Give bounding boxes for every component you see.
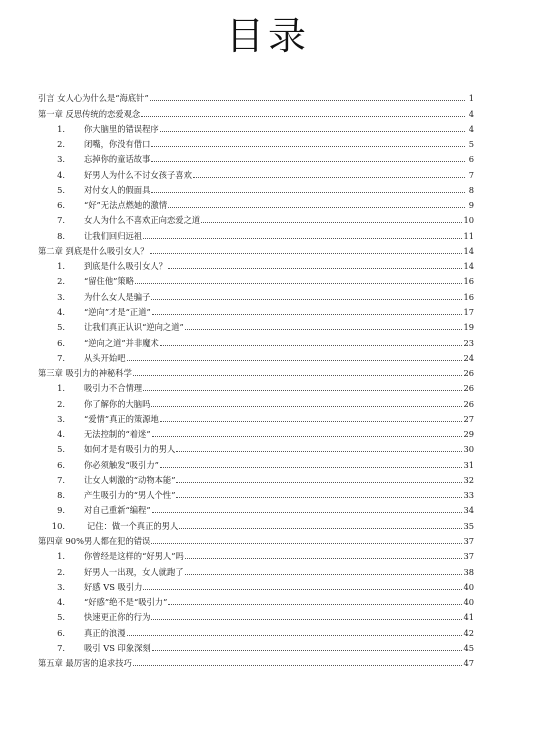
toc-section-entry[interactable] — [38, 287, 474, 302]
toc-dot-leader — [185, 329, 463, 330]
toc-entry-title: 从头开始吧 — [84, 352, 126, 363]
toc-dot-leader — [133, 665, 463, 666]
toc-dot-leader — [152, 314, 463, 315]
toc-entry-title: 让我们回归远祖 — [84, 230, 143, 241]
toc-page-number: 34 — [463, 505, 474, 516]
toc-entry-title: “好感”绝不是“吸引力” — [84, 597, 168, 608]
toc-entry-title: 引言 女人心为什么是“海底针” — [38, 93, 149, 104]
toc-section-entry[interactable] — [38, 303, 474, 318]
toc-entry-title: 好感 VS 吸引力 — [84, 581, 143, 592]
page-title: 目录 — [225, 14, 310, 58]
toc-entry-title: 让女人刺激的“动物本能” — [84, 474, 176, 485]
toc-entry-number: 4. — [57, 429, 65, 440]
toc-dot-leader — [176, 497, 462, 498]
toc-entry-number: 1. — [57, 123, 65, 134]
toc-dot-leader — [151, 406, 462, 407]
toc-entry-title: 吸引力不合情理 — [84, 383, 143, 394]
toc-page-number: 32 — [463, 474, 474, 485]
toc-entry-title: 你了解你的大脑吗 — [84, 398, 151, 409]
toc-entry-number: 8. — [57, 230, 65, 241]
toc-section-entry[interactable] — [38, 425, 474, 440]
toc-page-number: 26 — [463, 398, 474, 409]
toc-entry-title: 如何才是有吸引力的男人 — [84, 444, 176, 455]
toc-section-entry[interactable] — [38, 272, 474, 287]
toc-entry-number: 7. — [57, 642, 65, 653]
toc-section-entry[interactable] — [38, 410, 474, 425]
toc-page-number: 29 — [463, 429, 474, 440]
toc-entry-title: 闭嘴，你没有借口 — [84, 139, 151, 150]
toc-entry-number: 7. — [57, 215, 65, 226]
toc-section-entry[interactable] — [38, 394, 474, 409]
toc-chapter-entry[interactable] — [38, 654, 474, 669]
toc-page-number: 40 — [463, 597, 474, 608]
toc-page-number: 24 — [463, 352, 474, 363]
toc-entry-title: 第四章 90%男人都在犯的错误 — [38, 535, 151, 546]
toc-chapter-entry[interactable] — [38, 532, 474, 547]
toc-entry-number: 2. — [57, 398, 65, 409]
toc-entry-number: 1. — [57, 551, 65, 562]
toc-entry-number: 5. — [57, 612, 65, 623]
toc-dot-leader — [160, 131, 465, 132]
toc-entry-number: 3. — [57, 154, 65, 165]
toc-entry-title: 为什么女人是骗子 — [84, 291, 151, 302]
toc-section-entry[interactable] — [38, 333, 474, 348]
toc-page-number: 40 — [463, 581, 474, 592]
toc-entry-number: 2. — [57, 566, 65, 577]
toc-page-number: 1 — [468, 93, 474, 104]
toc-page-number: 5 — [468, 139, 474, 150]
toc-entry-title: 好男人为什么不讨女孩子喜欢 — [84, 169, 192, 180]
toc-dot-leader — [150, 100, 465, 101]
toc-section-entry[interactable] — [38, 471, 474, 486]
toc-section-entry[interactable] — [38, 165, 474, 180]
toc-dot-leader — [151, 543, 462, 544]
toc-dot-leader — [141, 116, 465, 117]
toc-dot-leader — [176, 482, 462, 483]
toc-page-number: 42 — [463, 627, 474, 638]
toc-dot-leader — [185, 558, 463, 559]
toc-dot-leader — [152, 512, 463, 513]
toc-entry-number: 6. — [57, 337, 65, 348]
toc-section-entry[interactable] — [38, 623, 474, 638]
toc-section-entry[interactable] — [38, 379, 474, 394]
toc-entry-title: 第二章 到底是什么吸引女人？ — [38, 245, 149, 256]
toc-section-entry[interactable] — [38, 120, 474, 135]
toc-page-number: 26 — [463, 383, 474, 394]
toc-section-entry[interactable] — [38, 455, 474, 470]
toc-page-number: 30 — [463, 444, 474, 455]
toc-dot-leader — [176, 451, 462, 452]
toc-entry-title: 对付女人的假面具 — [84, 184, 151, 195]
toc-entry-number: 4. — [57, 169, 65, 180]
toc-entry-title: 真正的浪漫 — [84, 627, 126, 638]
toc-section-entry[interactable] — [38, 150, 474, 165]
toc-page-number: 45 — [463, 642, 474, 653]
toc-page-number: 6 — [468, 154, 474, 165]
toc-section-entry[interactable] — [38, 593, 474, 608]
toc-dot-leader — [179, 528, 462, 529]
toc-chapter-entry[interactable] — [38, 242, 474, 257]
toc-entry-title: 无法控制的“着迷” — [84, 429, 151, 440]
toc-page-number: 10 — [463, 215, 474, 226]
toc-dot-leader — [160, 345, 463, 346]
toc-section-entry[interactable] — [38, 181, 474, 196]
toc-page-number: 37 — [463, 551, 474, 562]
toc-entry-title: “好”无法点燃她的激情 — [84, 200, 168, 211]
toc-page-number: 11 — [463, 230, 474, 241]
toc-entry-title: 第一章 反思传统的恋爱观念 — [38, 108, 141, 119]
toc-section-entry[interactable] — [38, 211, 474, 226]
toc-entry-number: 10. — [51, 520, 65, 531]
toc-section-entry[interactable] — [38, 486, 474, 501]
toc-dot-leader — [150, 253, 463, 254]
toc-page-number: 16 — [463, 276, 474, 287]
toc-page-number: 8 — [468, 184, 474, 195]
toc-dot-leader — [143, 589, 462, 590]
toc-entry-number: 5. — [57, 444, 65, 455]
toc-chapter-entry[interactable] — [38, 364, 474, 379]
toc-entry-title: 好男人一出现，女人就跑了 — [84, 566, 184, 577]
toc-entry-number: 8. — [57, 490, 65, 501]
toc-entry-title: 你必须触发“吸引力” — [84, 459, 159, 470]
toc-chapter-entry[interactable] — [38, 104, 474, 119]
toc-entry-title: 第五章 最厉害的追求技巧 — [38, 658, 132, 669]
toc-entry-number: 1. — [57, 383, 65, 394]
toc-entry-title: 女人为什么不喜欢正向恋爱之道 — [84, 215, 201, 226]
toc-entry-number: 3. — [57, 413, 65, 424]
toc-entry-number: 2. — [57, 276, 65, 287]
toc-page-number: 35 — [463, 520, 474, 531]
toc-entry-title: “逆向”才是“正道” — [84, 306, 151, 317]
toc-page-number: 4 — [468, 108, 474, 119]
toc-page-number: 31 — [463, 459, 474, 470]
table-of-contents — [38, 89, 474, 669]
toc-entry-number: 6. — [57, 459, 65, 470]
toc-page-number: 9 — [468, 200, 474, 211]
toc-page-number: 33 — [463, 490, 474, 501]
toc-page-number: 41 — [463, 612, 474, 623]
toc-dot-leader — [133, 375, 463, 376]
toc-entry-title: 吸引 VS 印象深刻 — [84, 642, 151, 653]
toc-entry-number: 5. — [57, 322, 65, 333]
toc-entry-number: 4. — [57, 597, 65, 608]
toc-entry-title: 快速更正你的行为 — [84, 612, 151, 623]
toc-entry-title: 让我们真正认识“逆向之道” — [84, 322, 184, 333]
toc-dot-leader — [151, 619, 462, 620]
toc-dot-leader — [168, 207, 465, 208]
toc-section-entry[interactable] — [38, 639, 474, 654]
toc-entry-title: 产生吸引力的“男人个性” — [84, 490, 176, 501]
toc-entry-number: 6. — [57, 627, 65, 638]
toc-entry-number: 6. — [57, 200, 65, 211]
toc-entry-title: 对自己重新“编程” — [84, 505, 151, 516]
toc-entry-title: 第三章 吸引力的神秘科学 — [38, 368, 132, 379]
toc-section-entry[interactable] — [38, 440, 474, 455]
toc-page-number: 7 — [468, 169, 474, 180]
toc-dot-leader — [143, 238, 462, 239]
toc-section-entry[interactable] — [38, 318, 474, 333]
toc-section-entry[interactable] — [38, 562, 474, 577]
toc-entry-title: “逆向之道”并非魔术 — [84, 337, 159, 348]
toc-page-number: 47 — [463, 658, 474, 669]
toc-section-entry[interactable] — [38, 547, 474, 562]
toc-page-number: 38 — [463, 566, 474, 577]
toc-dot-leader — [151, 161, 465, 162]
toc-dot-leader — [193, 177, 465, 178]
toc-entry-number: 3. — [57, 291, 65, 302]
toc-entry-number: 2. — [57, 139, 65, 150]
toc-entry-number: 3. — [57, 581, 65, 592]
toc-page-number: 19 — [463, 322, 474, 333]
toc-entry-number: 7. — [57, 474, 65, 485]
toc-section-entry[interactable] — [38, 516, 474, 531]
toc-page-number: 16 — [463, 291, 474, 302]
toc-page-number: 14 — [463, 261, 474, 272]
toc-dot-leader — [127, 635, 463, 636]
toc-dot-leader — [201, 222, 462, 223]
toc-section-entry[interactable] — [38, 608, 474, 623]
toc-entry-number: 1. — [57, 261, 65, 272]
toc-dot-leader — [160, 421, 463, 422]
toc-dot-leader — [152, 436, 463, 437]
toc-dot-leader — [151, 146, 465, 147]
toc-page-number: 27 — [463, 413, 474, 424]
toc-section-entry[interactable] — [38, 226, 474, 241]
toc-dot-leader — [151, 192, 465, 193]
toc-entry-title: 到底是什么吸引女人？ — [84, 261, 167, 272]
toc-dot-leader — [168, 268, 462, 269]
toc-section-entry[interactable] — [38, 578, 474, 593]
toc-page-number: 17 — [463, 306, 474, 317]
toc-dot-leader — [168, 604, 462, 605]
toc-page-number: 37 — [463, 535, 474, 546]
toc-page-number: 23 — [463, 337, 474, 348]
toc-page-number: 14 — [463, 245, 474, 256]
toc-dot-leader — [152, 650, 463, 651]
toc-section-entry[interactable] — [38, 196, 474, 211]
toc-entry-title: 你大脑里的错误程序 — [84, 123, 159, 134]
toc-dot-leader — [143, 390, 462, 391]
toc-entry-number: 9. — [57, 505, 65, 516]
toc-entry-title: 你曾经是这样的“好男人”吗 — [84, 551, 184, 562]
toc-dot-leader — [160, 467, 463, 468]
toc-section-entry[interactable] — [38, 257, 474, 272]
toc-dot-leader — [151, 299, 462, 300]
toc-page-number: 4 — [468, 123, 474, 134]
toc-entry-title: 忘掉你的童话故事 — [84, 154, 151, 165]
toc-entry-number: 4. — [57, 306, 65, 317]
toc-entry-title: 记住：做一个真正的男人 — [87, 520, 179, 531]
toc-page-number: 26 — [463, 368, 474, 379]
toc-entry-title: “留住他”策略 — [84, 276, 134, 287]
toc-entry-number: 5. — [57, 184, 65, 195]
toc-section-entry[interactable] — [38, 501, 474, 516]
toc-chapter-entry[interactable] — [38, 89, 474, 104]
toc-entry-number: 7. — [57, 352, 65, 363]
toc-entry-title: “爱情”真正的策源地 — [84, 413, 159, 424]
toc-dot-leader — [185, 574, 463, 575]
toc-dot-leader — [127, 360, 463, 361]
toc-section-entry[interactable] — [38, 135, 474, 150]
toc-dot-leader — [135, 283, 462, 284]
toc-section-entry[interactable] — [38, 349, 474, 364]
